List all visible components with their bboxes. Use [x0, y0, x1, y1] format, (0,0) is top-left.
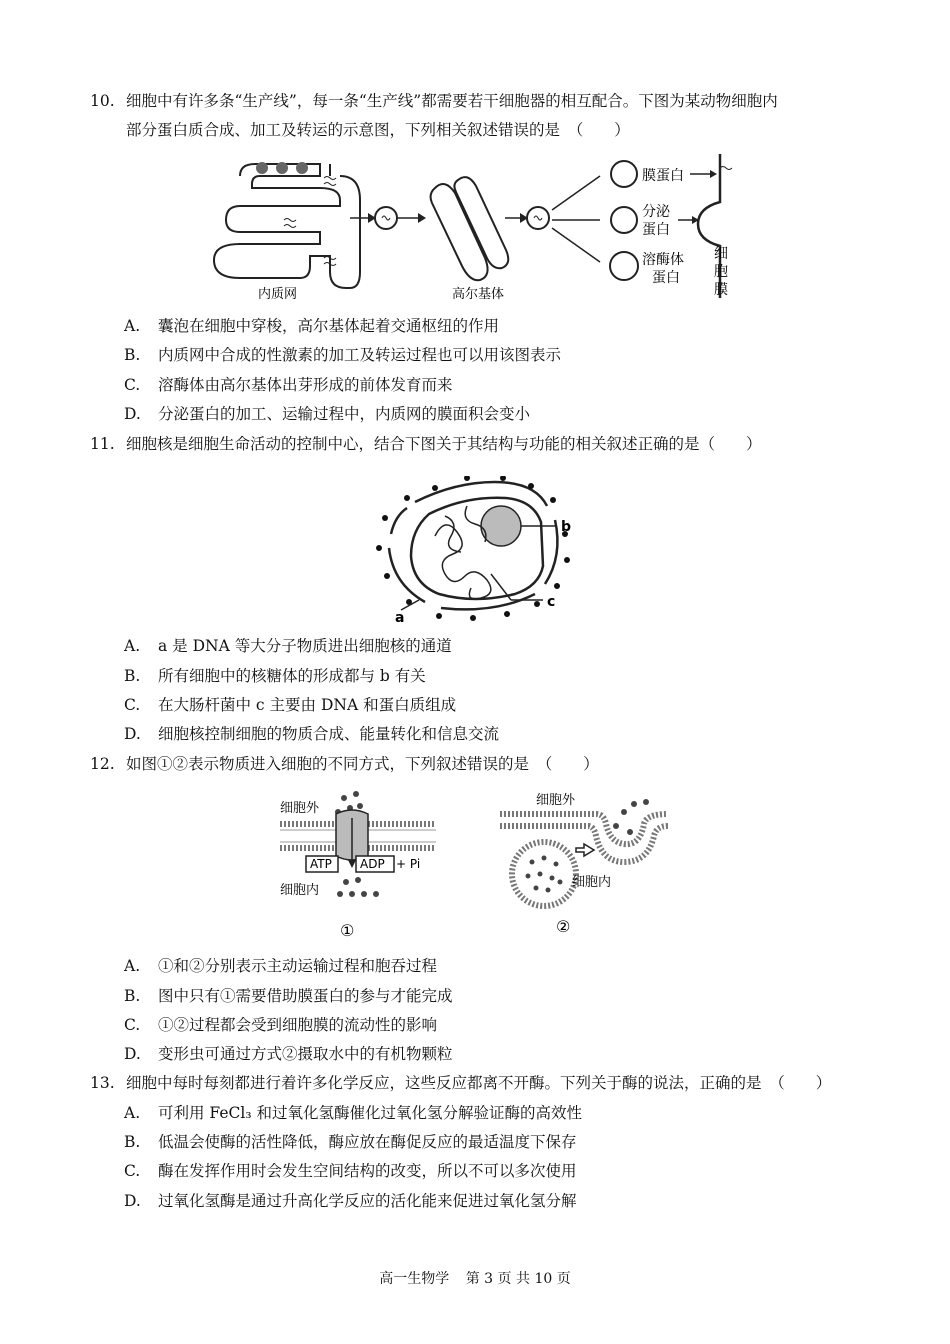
option-label: D.	[124, 725, 141, 743]
golgi-label: 高尔基体	[452, 287, 505, 302]
lysosome-protein-label-2: 蛋白	[652, 270, 680, 286]
option-label: A.	[124, 317, 141, 335]
question-text-line2: 部分蛋白质合成、加工及转运的示意图，下列相关叙述错误的是 （ ）	[126, 121, 630, 139]
adp-label: ADP	[360, 857, 385, 871]
cell-membrane-label-1: 细	[714, 246, 728, 262]
ribosome-icon	[296, 162, 308, 174]
question-number: 11.	[90, 435, 115, 453]
option-label: C.	[124, 1162, 141, 1180]
membrane-outer	[500, 814, 668, 844]
option-label: B.	[124, 667, 141, 685]
option-label: D.	[124, 405, 141, 423]
vesicle-shape	[512, 842, 576, 906]
question-text-line1: 细胞核是细胞生命活动的控制中心，结合下图关于其结构与功能的相关叙述正确的是（ ）	[126, 435, 762, 453]
option-label: A.	[124, 637, 141, 655]
option-label: C.	[124, 696, 141, 714]
option-label: D.	[124, 1045, 141, 1063]
option-text: a 是 DNA 等大分子物质进出细胞核的通道	[158, 637, 452, 655]
outside-label-1: 细胞外	[280, 801, 320, 816]
label-b: b	[561, 519, 572, 535]
option-text: 分泌蛋白的加工、运输过程中，内质网的膜面积会变小	[158, 405, 531, 423]
option-label: B.	[124, 987, 141, 1005]
ribosome-icon	[276, 162, 288, 174]
protein-transport-diagram	[200, 148, 760, 308]
option-text: 低温会使酶的活性降低，酶应放在酶促反应的最适温度下保存	[158, 1133, 577, 1151]
nuclear-envelope-shape	[389, 482, 557, 609]
arrow-icon	[552, 176, 600, 210]
option-label: A.	[124, 1104, 141, 1122]
arrow-head-icon	[418, 213, 426, 223]
endocytosis-diagram	[496, 790, 676, 942]
option-label: A.	[124, 957, 141, 975]
atp-label: ATP	[310, 857, 332, 871]
option-label: C.	[124, 1016, 141, 1034]
protein-coil-icon	[284, 219, 296, 228]
question-text-line1: 细胞中有许多条“生产线”，每一条“生产线”都需要若干细胞器的相互配合。下图为某动物细胞内	[126, 92, 778, 110]
page-footer	[0, 1268, 950, 1288]
option-text: 图中只有①需要借助膜蛋白的参与才能完成	[158, 987, 453, 1005]
option-text: 囊泡在细胞中穿梭，高尔基体起着交通枢纽的作用	[158, 317, 500, 335]
arrow-left-icon	[576, 844, 594, 856]
lysosome-icon	[610, 252, 638, 280]
question-number: 13.	[90, 1074, 115, 1092]
option-label: B.	[124, 1133, 141, 1151]
option-text: 酶在发挥作用时会发生空间结构的改变，所以不可以多次使用	[158, 1162, 577, 1180]
option-label: D.	[124, 1192, 141, 1210]
cell-membrane-label-3: 膜	[714, 282, 728, 298]
option-text: 在大肠杆菌中 c 主要由 DNA 和蛋白质组成	[158, 696, 457, 714]
figure-label-1: ①	[340, 921, 355, 940]
pi-label: + Pi	[396, 857, 421, 871]
option-text: 细胞核控制细胞的物质合成、能量转化和信息交流	[158, 725, 500, 743]
er-shape	[214, 164, 360, 288]
option-label: B.	[124, 346, 141, 364]
particle-dots	[613, 799, 649, 835]
er-label: 内质网	[258, 287, 298, 302]
label-c: c	[547, 594, 556, 610]
outside-label-2: 细胞外	[536, 793, 576, 808]
protein-coil-icon	[324, 177, 336, 186]
cell-membrane-label-2: 胞	[714, 264, 728, 280]
membrane-protein-label: 膜蛋白	[642, 168, 684, 184]
membrane-protein-vesicle-icon	[611, 161, 637, 187]
nucleolus-shape	[481, 506, 521, 546]
active-transport-diagram	[276, 790, 452, 942]
inside-label-1: 细胞内	[280, 883, 320, 898]
option-text: 内质网中合成的性激素的加工及转运过程也可以用该图表示	[158, 346, 562, 364]
question-number: 12.	[90, 755, 115, 773]
secreted-protein-label-1: 分泌	[642, 204, 670, 220]
lysosome-protein-label-1: 溶酶体	[642, 252, 684, 268]
figure-label-2: ②	[556, 917, 571, 936]
arrow-icon	[552, 228, 600, 262]
option-text: 过氧化氢酶是通过升高化学反应的活化能来促进过氧化氢分解	[158, 1192, 577, 1210]
footer-subject: 高一生物学	[379, 1271, 450, 1287]
secreted-protein-label-2: 蛋白	[642, 222, 670, 238]
question-text-line1: 如图①②表示物质进入细胞的不同方式，下列叙述错误的是 （ ）	[126, 755, 599, 773]
golgi-shape	[431, 177, 509, 280]
option-label: C.	[124, 376, 141, 394]
question-text-line1: 细胞中每时每刻都进行着许多化学反应，这些反应都离不开酶。下列关于酶的说法，正确的是 （ ）	[126, 1074, 832, 1092]
secretory-vesicle-icon	[611, 207, 637, 233]
inside-label-2: 细胞内	[572, 875, 612, 890]
option-text: ①②过程都会受到细胞膜的流动性的影响	[158, 1016, 438, 1034]
question-number: 10.	[90, 92, 115, 110]
option-text: ①和②分别表示主动运输过程和胞吞过程	[158, 957, 438, 975]
option-text: 溶酶体由高尔基体出芽形成的前体发育而来	[158, 376, 453, 394]
nucleus-diagram	[375, 476, 585, 624]
ribosome-icon	[256, 162, 268, 174]
option-text: 可利用 FeCl₃ 和过氧化氢酶催化过氧化氢分解验证酶的高效性	[158, 1104, 582, 1122]
molecule-dots-inside	[337, 877, 379, 897]
label-a: a	[395, 610, 405, 624]
option-text: 所有细胞中的核糖体的形成都与 b 有关	[158, 667, 426, 685]
option-text: 变形虫可通过方式②摄取水中的有机物颗粒	[158, 1045, 453, 1063]
footer-page-number: 第 3 页 共 10 页	[465, 1271, 571, 1287]
